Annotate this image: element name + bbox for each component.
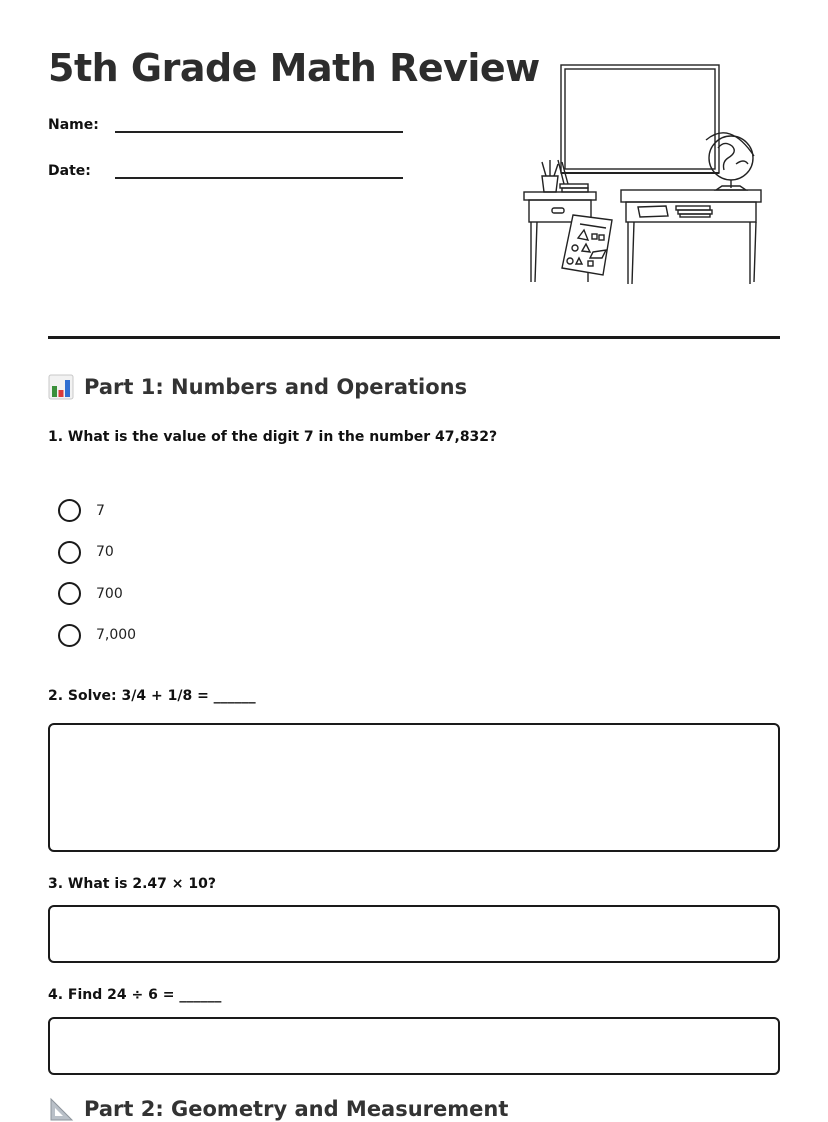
- part2-title: Part 2: Geometry and Measurement: [84, 1097, 509, 1121]
- option-label: 700: [96, 585, 123, 602]
- name-input-line[interactable]: [115, 117, 403, 133]
- date-input-line[interactable]: [115, 163, 403, 179]
- classroom-desk-illustration: [518, 60, 768, 292]
- bar-chart-icon: [48, 374, 74, 400]
- triangle-ruler-icon: [48, 1096, 74, 1122]
- radio-button[interactable]: [58, 624, 81, 647]
- part2-heading: [48, 1096, 508, 1122]
- option-label: 7: [96, 502, 105, 519]
- question-4: 4. Find 24 ÷ 6 = ______: [48, 987, 222, 1003]
- radio-button[interactable]: [58, 499, 81, 522]
- page-title: 5th Grade Math Review: [48, 46, 540, 90]
- question-1-options: [58, 490, 136, 656]
- date-label: Date:: [48, 163, 91, 179]
- name-field-row: [48, 117, 403, 133]
- section-divider: [48, 336, 780, 339]
- option-b[interactable]: [58, 532, 136, 574]
- question-1: 1. What is the value of the digit 7 in the number 47,832?: [48, 429, 498, 445]
- answer-box-2[interactable]: [48, 723, 780, 852]
- radio-button[interactable]: [58, 541, 81, 564]
- question-3: 3. What is 2.47 × 10?: [48, 876, 216, 892]
- option-label: 70: [96, 544, 114, 561]
- option-label: 7,000: [96, 627, 137, 644]
- part1-title: Part 1: Numbers and Operations: [84, 375, 468, 399]
- option-a[interactable]: [58, 490, 136, 532]
- option-c[interactable]: [58, 573, 136, 615]
- date-field-row: [48, 163, 403, 179]
- question-2: 2. Solve: 3/4 + 1/8 = ______: [48, 688, 256, 704]
- radio-button[interactable]: [58, 582, 81, 605]
- option-d[interactable]: [58, 615, 136, 657]
- answer-box-4[interactable]: [48, 1017, 780, 1075]
- part1-heading: [48, 374, 467, 400]
- answer-box-3[interactable]: [48, 905, 780, 963]
- name-label: Name:: [48, 117, 99, 133]
